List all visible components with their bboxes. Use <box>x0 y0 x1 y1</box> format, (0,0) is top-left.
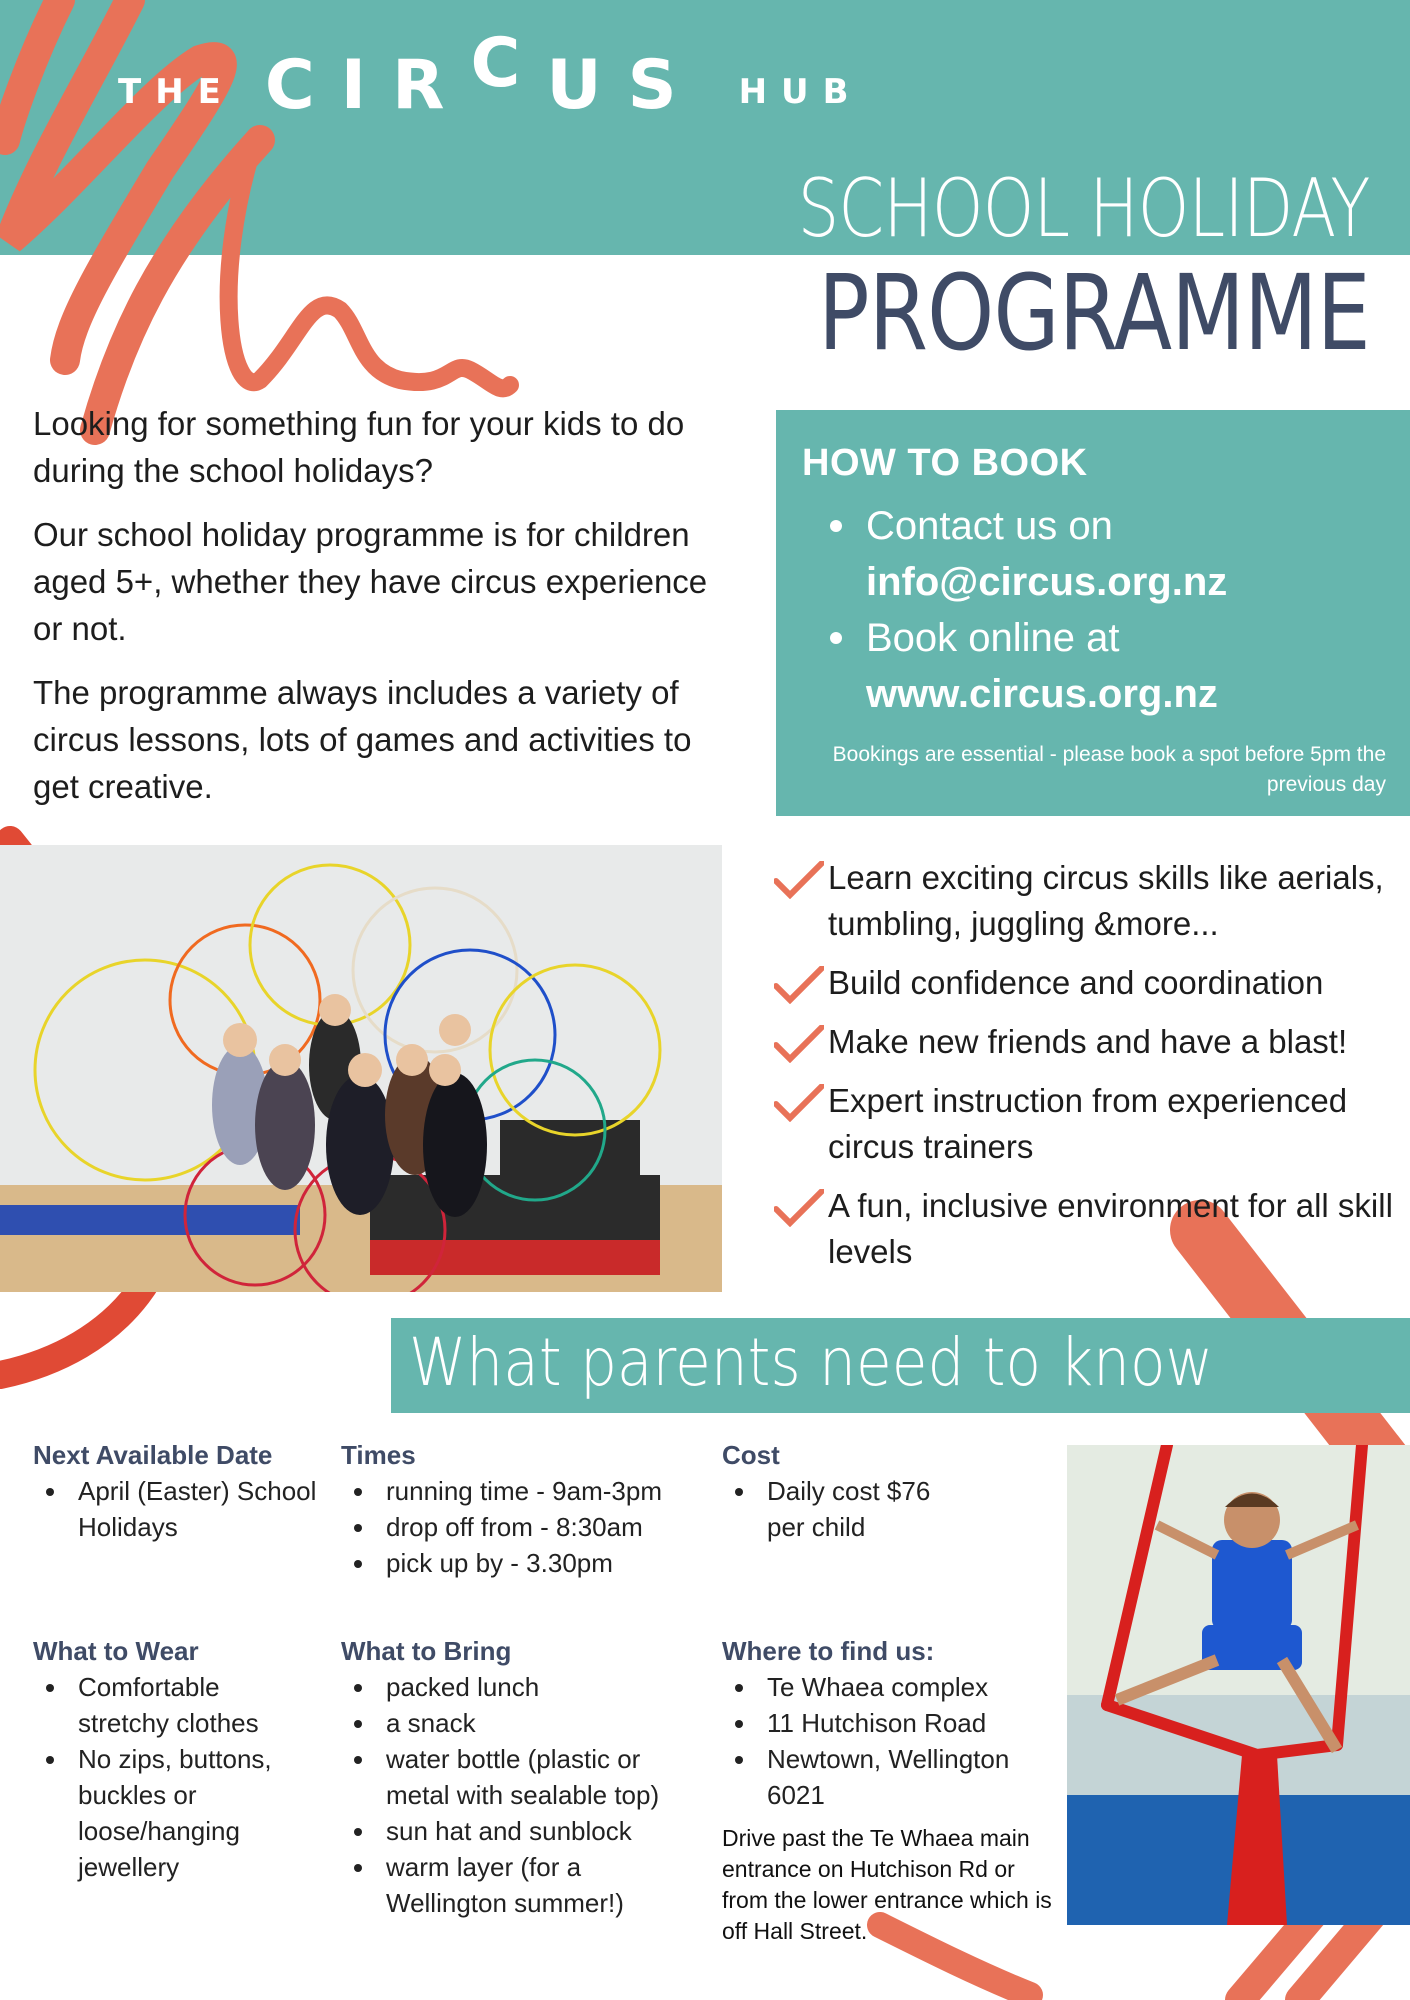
benefit-item <box>774 1183 1404 1275</box>
info-what-to-wear <box>33 1636 303 1885</box>
logo-circus-part2: US <box>546 46 703 125</box>
benefit-item <box>774 855 1404 947</box>
directions-text: Drive past the Te Whaea main entrance on Hutchison Rd or from the lower entrance which is off Hall Street. <box>722 1825 1052 1944</box>
info-item: April (Easter) School Holidays <box>33 1473 333 1545</box>
benefit-text: Make new friends and have a blast! <box>828 1023 1348 1060</box>
info-item: sun hat and sunblock <box>341 1813 681 1849</box>
logo <box>118 24 863 125</box>
info-heading: What to Bring <box>341 1636 512 1666</box>
email-link[interactable]: info@circus.org.nz <box>866 560 1228 604</box>
contact-label: Contact us on <box>866 504 1113 548</box>
logo-circus <box>264 24 703 125</box>
kids-hoops-illustration <box>0 845 722 1292</box>
info-heading: Where to find us: <box>722 1636 935 1666</box>
bullet-icon <box>830 520 842 532</box>
benefits-list <box>774 855 1404 1288</box>
checkmark-icon <box>774 1025 824 1063</box>
website-link[interactable]: www.circus.org.nz <box>866 672 1218 716</box>
benefit-text: Expert instruction from experienced circus trainers <box>828 1082 1348 1165</box>
intro-paragraph: Our school holiday programme is for children aged 5+, whether they have circus experience or not. <box>33 516 708 647</box>
bullet-icon <box>830 632 842 644</box>
how-to-book-item <box>796 498 1227 610</box>
info-item: Daily cost $76 per child <box>722 1473 952 1545</box>
info-item: drop off from - 8:30am <box>341 1509 701 1545</box>
intro-paragraph: Looking for something fun for your kids to do during the school holidays? <box>33 405 685 489</box>
how-to-book-box <box>776 410 1410 816</box>
how-to-book-list <box>796 498 1227 722</box>
intro-text <box>33 400 743 827</box>
photo-boy-aerial-silks <box>1067 1445 1410 1925</box>
logo-circus-part1: CIR <box>264 46 471 125</box>
banner-title: What parents need to know <box>409 1324 1214 1401</box>
how-to-book-item <box>796 610 1227 722</box>
benefit-item <box>774 1078 1404 1170</box>
info-item: a snack <box>341 1705 681 1741</box>
info-heading: What to Wear <box>33 1636 199 1666</box>
info-item: warm layer (for a Wellington summer!) <box>341 1849 681 1921</box>
booking-note: Bookings are essential - please book a spot before 5pm the previous day <box>832 743 1386 796</box>
info-times <box>341 1440 701 1581</box>
logo-hub: HUB <box>738 72 863 112</box>
info-heading: Cost <box>722 1440 780 1470</box>
logo-circus-raised-c: C <box>470 24 547 103</box>
info-heading: Times <box>341 1440 416 1470</box>
benefit-text: Build confidence and coordination <box>828 964 1324 1001</box>
info-item: 11 Hutchison Road <box>722 1705 1062 1741</box>
info-item: water bottle (plastic or metal with sealable top) <box>341 1741 681 1813</box>
info-item: pick up by - 3.30pm <box>341 1545 701 1581</box>
info-item: No zips, buttons, buckles or loose/hanging jewellery <box>33 1741 303 1885</box>
logo-the: THE <box>118 72 235 112</box>
checkmark-icon <box>774 966 824 1004</box>
title-programme: PROGRAMME <box>818 252 1370 374</box>
info-heading: Next Available Date <box>33 1440 273 1470</box>
info-item: Comfortable stretchy clothes <box>33 1669 303 1741</box>
info-cost <box>722 1440 952 1545</box>
checkmark-icon <box>774 1084 824 1122</box>
parents-info-banner <box>391 1318 1410 1413</box>
info-item: Te Whaea complex <box>722 1669 1062 1705</box>
aerial-silks-illustration <box>1067 1445 1410 1925</box>
benefit-item <box>774 960 1404 1006</box>
checkmark-icon <box>774 861 824 899</box>
photo-kids-with-hoops <box>0 845 722 1292</box>
how-to-book-heading: HOW TO BOOK <box>802 442 1088 484</box>
info-where-to-find-us <box>722 1636 1062 1947</box>
title-school-holiday: SCHOOL HOLIDAY <box>797 162 1370 255</box>
benefit-item <box>774 1019 1404 1065</box>
book-online-label: Book online at <box>866 616 1120 660</box>
info-next-date <box>33 1440 333 1545</box>
checkmark-icon <box>774 1189 824 1227</box>
info-what-to-bring <box>341 1636 681 1921</box>
info-item: packed lunch <box>341 1669 681 1705</box>
info-item: running time - 9am-3pm <box>341 1473 701 1509</box>
benefit-text: Learn exciting circus skills like aerials, tumbling, juggling &more... <box>828 859 1384 942</box>
info-item: Newtown, Wellington 6021 <box>722 1741 1062 1813</box>
benefit-text: A fun, inclusive environment for all skill levels <box>828 1187 1393 1270</box>
intro-paragraph: The programme always includes a variety of circus lessons, lots of games and activities to get creative. <box>33 674 692 805</box>
